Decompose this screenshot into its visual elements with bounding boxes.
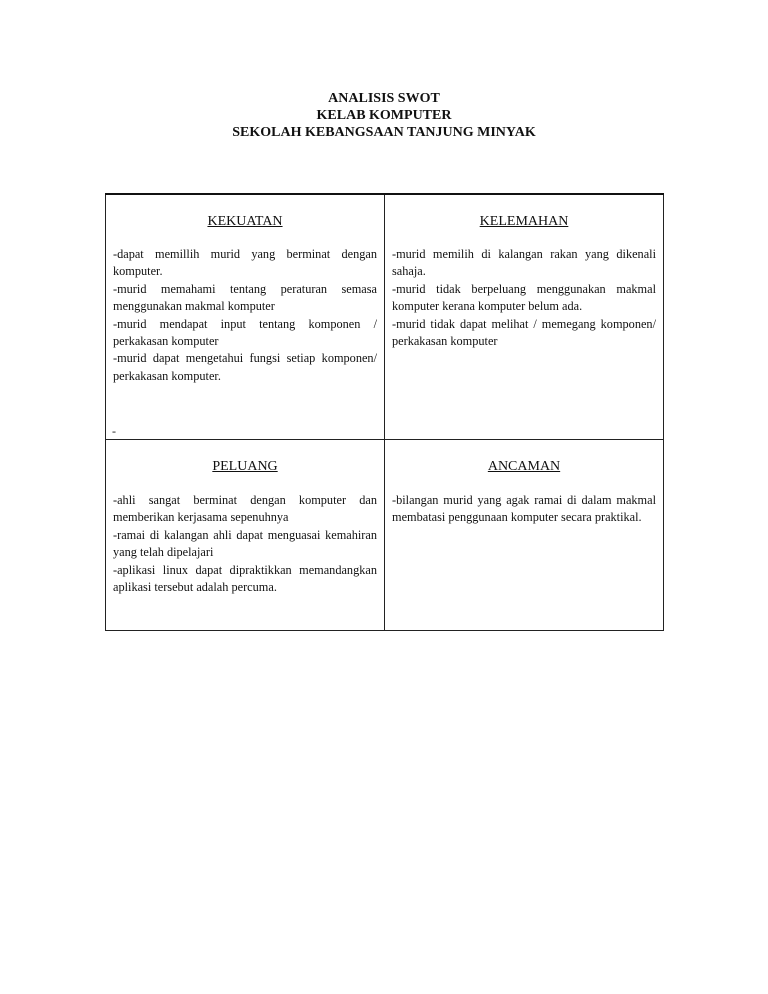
list-item: -murid tidak berpeluang menggunakan makmal komputer kerana komputer belum ada. [392, 281, 656, 314]
swot-row-bottom [106, 440, 664, 631]
stray-dash-mark: - [112, 424, 116, 438]
list-item: -murid memahami tentang peraturan semasa menggunakan makmal komputer [113, 281, 377, 314]
list-item: -ramai di kalangan ahli dapat menguasai kemahiran yang telah dipelajari [113, 527, 377, 560]
list-item: -murid tidak dapat melihat / memegang komponen/ perkakasan komputer [392, 316, 656, 349]
list-item: -dapat memillih murid yang berminat dengan komputer. [113, 247, 377, 279]
opportunities-list [113, 492, 377, 596]
threats-heading: ANCAMAN [487, 459, 561, 474]
strengths-heading: KEKUATAN [207, 214, 283, 229]
swot-row-top [106, 194, 664, 440]
opportunities-heading: PELUANG [212, 459, 278, 474]
title-line-2: KELAB KOMPUTER [316, 108, 452, 123]
list-item: -murid mendapat input tentang komponen / perkakasan komputer [113, 316, 377, 349]
weaknesses-heading: KELEMAHAN [479, 214, 569, 229]
title-line-1: ANALISIS SWOT [328, 91, 440, 106]
list-item: -murid dapat mengetahui fungsi setiap komponen/ perkakasan komputer. [113, 351, 377, 383]
list-item: -ahli sangat berminat dengan komputer dan memberikan kerjasama sepenuhnya [113, 493, 377, 525]
threats-list [392, 492, 656, 527]
list-item: -murid memilih di kalangan rakan yang dikenali sahaja. [392, 247, 656, 279]
threats-cell [385, 440, 664, 631]
weaknesses-cell [385, 194, 664, 440]
weaknesses-list [392, 246, 656, 350]
list-item: -bilangan murid yang agak ramai di dalam makmal membatasi penggunaan komputer secara praktikal. [392, 493, 656, 525]
title-line-3: SEKOLAH KEBANGSAAN TANJUNG MINYAK [232, 125, 536, 140]
document-title-block [0, 90, 768, 141]
list-item: -aplikasi linux dapat dipraktikkan memandangkan aplikasi tersebut adalah percuma. [113, 562, 377, 595]
opportunities-cell [106, 440, 385, 631]
swot-table [105, 193, 664, 631]
strengths-cell [106, 194, 385, 440]
strengths-list [113, 246, 377, 385]
